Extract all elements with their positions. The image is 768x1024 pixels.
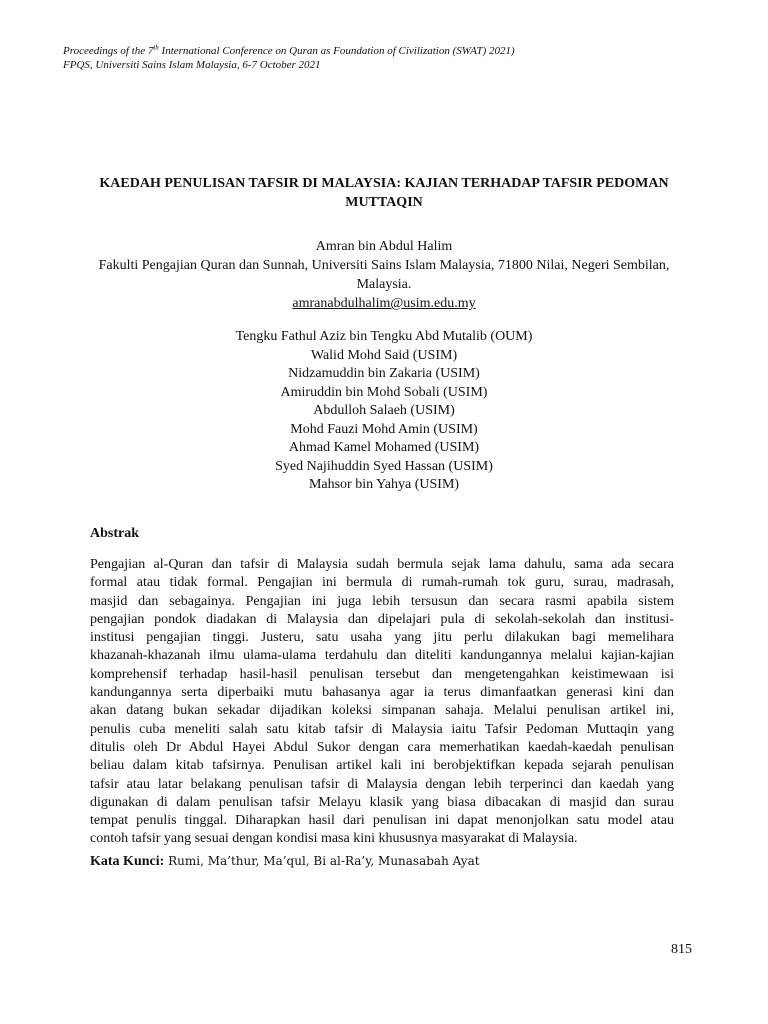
coauthor-item: Nidzamuddin bin Zakaria (USIM) bbox=[288, 366, 480, 381]
title-line-1: KAEDAH PENULISAN TAFSIR DI MALAYSIA: KAJIAN TERHADAP TAFSIR PEDOMAN bbox=[99, 176, 669, 191]
main-author-block bbox=[40, 237, 728, 313]
coauthor-list bbox=[40, 328, 728, 495]
abstract-line: tafsir atau latar belakang penulisan tafsir di Malaysia dengan lebih terperinci dan kaedah yang bbox=[90, 776, 674, 792]
author-email[interactable]: amranabdulhalim@usim.edu.my bbox=[292, 296, 476, 311]
abstract-line: contoh tafsir yang sesuai dengan kondisi masa kini khususnya masyarakat di Malaysia. bbox=[90, 831, 578, 847]
abstract-line: formal atau tidak formal. Pengajian ini bermula di rumah-rumah tok guru, surau, madrasah, bbox=[90, 575, 674, 591]
author-name: Amran bin Abdul Halim bbox=[315, 239, 453, 254]
abstract-line: khazanah-khazanah ilmu ulama-ulama terdahulu dan diteliti kandungannya melalui kajian-kajian bbox=[90, 648, 674, 664]
abstract-line: digunakan di dalam penulisan tafsir Melayu klasik yang biasa dibacakan di masjid dan surau bbox=[90, 794, 674, 810]
proceedings-line-1: Proceedings of the 7th International Conference on Quran as Foundation of Civilization (SWAT) 2021) bbox=[63, 43, 515, 57]
abstract-line: beliau dalam kitab tafsirnya. Penulisan artikel kali ini berobjektifkan kepada sejarah penulisan bbox=[90, 758, 674, 774]
proceedings-header bbox=[63, 44, 703, 72]
proceedings-line-2: FPQS, Universiti Sains Islam Malaysia, 6-7 October 2021 bbox=[63, 59, 321, 71]
coauthor-item: Amiruddin bin Mohd Sobali (USIM) bbox=[280, 384, 488, 400]
abstract-line: masjid dan sebagainya. Pengajian ini juga lebih tersusun dan secara rasmi apabila sistem bbox=[90, 593, 674, 609]
page-number: 815 bbox=[671, 942, 692, 957]
abstract-line: penulis cuba meneliti salah satu kitab tafsir di Malaysia iaitu Tafsir Pedoman Muttaqin yang bbox=[90, 721, 674, 737]
keywords-line bbox=[90, 852, 690, 871]
author-affiliation-line-2: Malaysia. bbox=[356, 277, 412, 292]
abstract-line: ditulis oleh Dr Abdul Hayei Abdul Sukor dengan cara memerhatikan kaedah-kaedah penulisan bbox=[90, 739, 674, 755]
abstract-heading: Abstrak bbox=[90, 526, 140, 541]
abstract-line: institusi pengajian tinggi. Justeru, satu usaha yang jitu perlu dilakukan bagi memelihara bbox=[90, 630, 674, 646]
coauthor-item: Walid Mohd Said (USIM) bbox=[310, 347, 458, 363]
abstract-body bbox=[90, 556, 674, 849]
abstract-line: pengajian pondok diadakan di Malaysia dan dipelajari pula di sekolah-sekolah dan institusi- bbox=[90, 611, 674, 627]
abstract-line: tempat penulis tinggal. Diharapkan hasil dari penulisan ini dapat menonjolkan satu model atau bbox=[90, 813, 674, 829]
ordinal-superscript: th bbox=[153, 43, 159, 52]
coauthor-item: Mahsor bin Yahya (USIM) bbox=[308, 477, 460, 492]
keywords-values: Rumi, Ma’thur, Ma’qul, Bi al-Ra’y, Munasabah Ayat bbox=[164, 854, 480, 868]
title-line-2: MUTTAQIN bbox=[345, 195, 423, 210]
author-affiliation-line-1: Fakulti Pengajian Quran dan Sunnah, Universiti Sains Islam Malaysia, 71800 Nilai, Negeri Sembilan, bbox=[98, 258, 670, 273]
abstract-line: kandungannya serta diperbaiki mutu bahasanya agar ia terus dimanfaatkan generasi kini dan bbox=[90, 685, 674, 701]
keywords-label: Kata Kunci: bbox=[90, 854, 165, 869]
abstract-line: akan datang bukan sekadar dijadikan koleksi simpanan sahaja. Melalui penulisan artikel ini, bbox=[90, 703, 674, 719]
abstract-line: komprehensif terhadap hasil-hasil penulisan tersebut dan mengetengahkan keistimewaan isi bbox=[90, 666, 674, 682]
coauthor-item: Tengku Fathul Aziz bin Tengku Abd Mutalib (OUM) bbox=[235, 329, 533, 344]
paper-title bbox=[40, 174, 728, 212]
coauthor-item: Mohd Fauzi Mohd Amin (USIM) bbox=[290, 421, 478, 437]
coauthor-item: Syed Najihuddin Syed Hassan (USIM) bbox=[275, 458, 493, 474]
abstract-line: Pengajian al-Quran dan tafsir di Malaysia sudah bermula sejak lama dahulu, sama ada secara bbox=[90, 557, 674, 572]
coauthor-item: Ahmad Kamel Mohamed (USIM) bbox=[288, 440, 480, 455]
coauthor-item: Abdulloh Salaeh (USIM) bbox=[313, 403, 455, 418]
